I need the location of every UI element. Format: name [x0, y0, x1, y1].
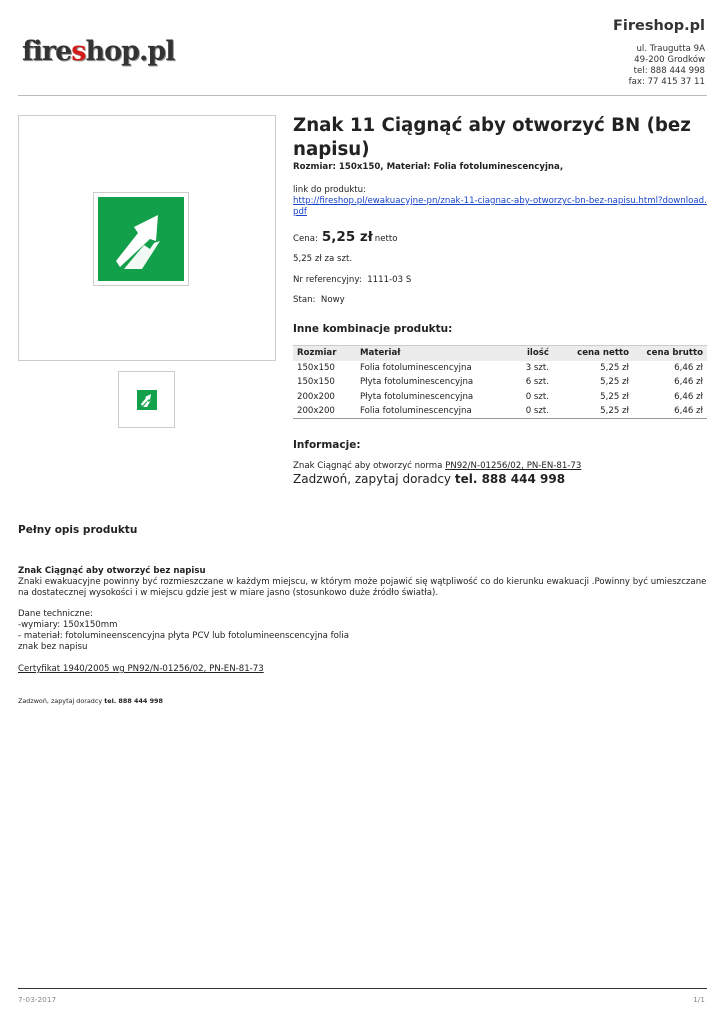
- cell-gross: 6,46 zł: [674, 391, 703, 402]
- col-gross: cena brutto: [633, 346, 707, 361]
- certificate: Certyfikat 1940/2005 wg PN92/N-01256/02, PN-EN-81-73: [18, 664, 264, 674]
- pull-to-open-arrow-icon: [98, 197, 184, 281]
- cell-material: Folia fotoluminescencyjna: [360, 362, 472, 373]
- ref-value: 1111-03 S: [367, 275, 412, 285]
- table-row: [293, 404, 707, 419]
- reference-line: [293, 275, 411, 285]
- tech-line: -wymiary: 150x150mm: [18, 620, 118, 630]
- cell-size: 150x150: [297, 362, 335, 373]
- cell-size: 200x200: [297, 391, 335, 402]
- company-address2: 49-200 Grodków: [634, 55, 705, 65]
- state-label: Stan:: [293, 295, 316, 305]
- combinations-heading: Inne kombinacje produktu:: [293, 323, 453, 335]
- info-text: [293, 461, 581, 471]
- sign-frame: [93, 192, 189, 286]
- call-prefix: Zadzwoń, zapytaj doradcy: [293, 472, 452, 486]
- company-address1: ul. Traugutta 9A: [636, 44, 705, 54]
- state-line: [293, 295, 345, 305]
- footer-divider: [18, 988, 707, 989]
- tech-line: znak bez napisu: [18, 642, 88, 652]
- cell-size: 150x150: [297, 377, 335, 388]
- info-norm: PN92/N-01256/02, PN-EN-81-73: [445, 461, 582, 471]
- cell-net: 5,25 zł: [600, 391, 629, 402]
- price-line: [293, 229, 398, 245]
- cell-gross: 6,46 zł: [633, 404, 707, 419]
- unit-price: 5,25 zł za szt.: [293, 254, 353, 264]
- price-suffix: netto: [374, 234, 398, 244]
- call-tel: tel. 888 444 998: [454, 472, 566, 486]
- header-divider: [18, 95, 707, 96]
- state-value: Nowy: [320, 295, 345, 305]
- info-text-prefix: Znak Ciągnąć aby otworzyć norma: [293, 461, 443, 471]
- price-value: 5,25 zł: [321, 229, 373, 245]
- fireshop-logo: [22, 36, 175, 67]
- full-description-heading: Pełny opis produktu: [18, 524, 138, 536]
- call-advisor-small: [18, 697, 163, 705]
- cell-qty: 0 szt.: [525, 391, 549, 402]
- cell-qty: 0 szt.: [516, 404, 553, 419]
- technical-data: [18, 609, 349, 653]
- product-link-label: link do produktu:: [293, 185, 367, 195]
- company-name: Fireshop.pl: [612, 18, 705, 34]
- logo-text-part2: s: [71, 36, 86, 67]
- logo-text-part3: hop.pl: [85, 36, 175, 67]
- cell-net: 5,25 zł: [600, 377, 629, 388]
- pull-to-open-thumb-icon: [137, 390, 157, 410]
- ref-label: Nr referencyjny:: [293, 275, 362, 285]
- cell-size: 200x200: [293, 404, 356, 419]
- cell-net: 5,25 zł: [600, 362, 629, 373]
- company-info: [613, 18, 705, 88]
- price-label: Cena:: [293, 234, 318, 244]
- cell-qty: 3 szt.: [525, 362, 549, 373]
- product-link[interactable]: http://fireshop.pl/ewakuacyjne-pn/znak-11-ciagnac-aby-otworzyc-bn-bez-napisu.html?download.pdf: [293, 196, 707, 217]
- col-material: Materiał: [356, 346, 516, 361]
- cell-material: Płyta fotoluminescencyjna: [360, 391, 474, 402]
- cell-qty: 6 szt.: [525, 377, 549, 388]
- cell-gross: 6,46 zł: [674, 377, 703, 388]
- table-row: [293, 390, 707, 405]
- call-advisor: [293, 472, 565, 486]
- table-row: [293, 375, 707, 390]
- description-paragraph: Znaki ewakuacyjne powinny być rozmieszczane w każdym miejscu, w którym może pojawić się wątpliwość co do kierunku ewakuacji .Powinny być umieszczane na dostatecznej wysokości i w miejscu gdzie jest w miare jasno (stosunkowo duże źródło światła).: [18, 577, 707, 598]
- col-size: Rozmiar: [293, 346, 356, 361]
- footer-date: 7-03-2017: [18, 995, 57, 1004]
- col-qty: ilość: [516, 346, 553, 361]
- company-tel: tel: 888 444 998: [633, 66, 705, 76]
- tech-line: - materiał: fotolumineenscencyjna płyta PCV lub fotolumineenscencyjna folia: [18, 631, 349, 641]
- description-subheading: Znak Ciągnąć aby otworzyć bez napisu: [18, 566, 206, 576]
- product-subtitle: Rozmiar: 150x150, Materiał: Folia fotoluminescencyjna,: [293, 162, 564, 172]
- cell-gross: 6,46 zł: [674, 362, 703, 373]
- cell-material: Płyta fotoluminescencyjna: [360, 377, 474, 388]
- call-tel-small: tel. 888 444 998: [104, 697, 163, 705]
- cell-net: 5,25 zł: [553, 404, 633, 419]
- cell-material: Folia fotoluminescencyjna: [356, 404, 516, 419]
- product-thumbnail[interactable]: [118, 371, 175, 428]
- product-title: Znak 11 Ciągnąć aby otworzyć BN (bez napisu): [293, 115, 691, 160]
- company-fax: fax: 77 415 37 11: [628, 77, 705, 87]
- call-prefix-small: Zadzwoń, zapytaj doradcy: [18, 697, 103, 705]
- combinations-table: [293, 345, 707, 419]
- col-net: cena netto: [553, 346, 633, 361]
- info-heading: Informacje:: [293, 439, 361, 451]
- logo-text-part1: fire: [22, 36, 72, 67]
- tech-title: Dane techniczne:: [18, 609, 93, 619]
- product-image: [18, 115, 276, 361]
- footer-page: 1/1: [693, 995, 705, 1004]
- table-header-row: [293, 346, 707, 361]
- table-row: [293, 361, 707, 376]
